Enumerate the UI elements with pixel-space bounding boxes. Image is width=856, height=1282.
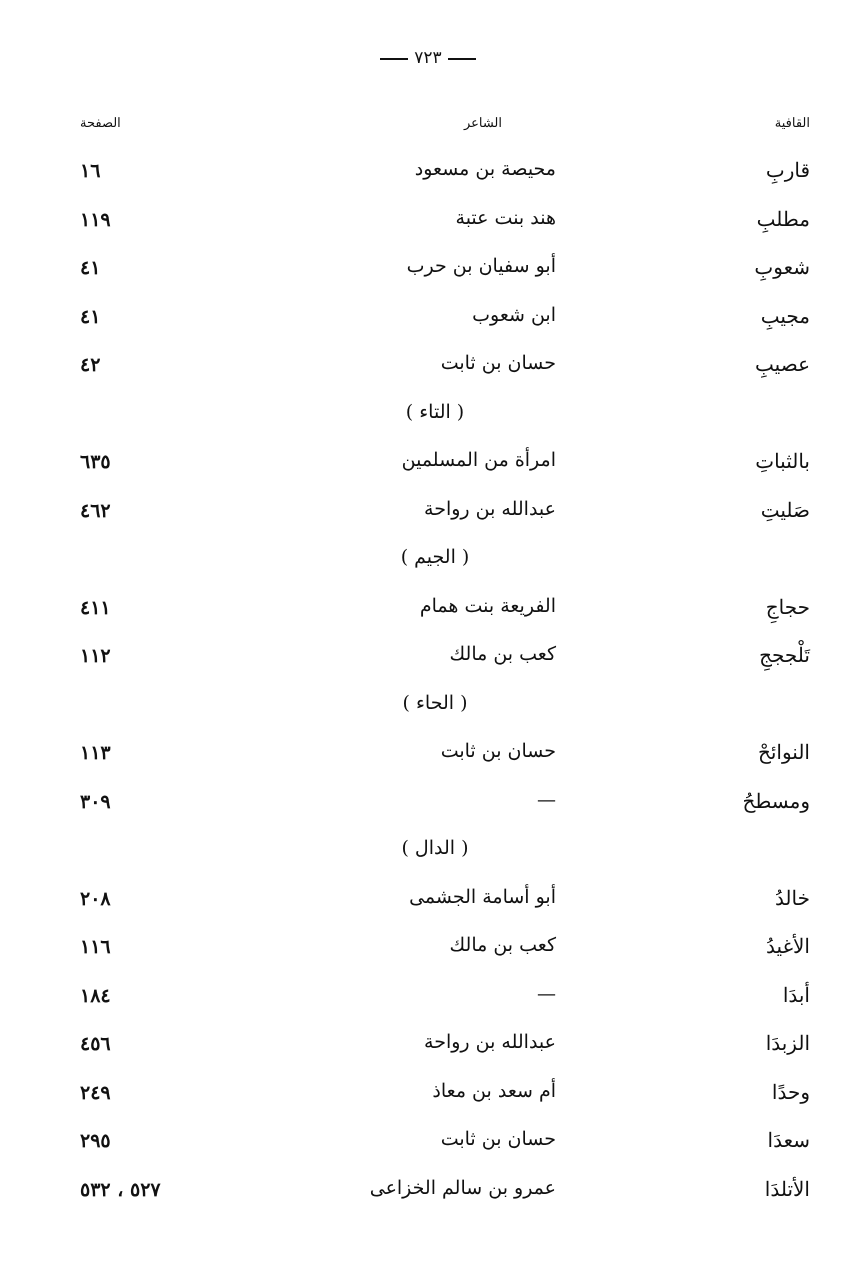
rhyme-cell: عصيبِ bbox=[755, 352, 810, 376]
rhyme-cell: النوائحْ bbox=[757, 740, 810, 764]
poet-cell: عمرو بن سالم الخزاعى bbox=[369, 1176, 556, 1199]
poet-cell: هند بنت عتبة bbox=[455, 206, 556, 229]
section-heading-row bbox=[0, 831, 856, 880]
rhyme-cell: سعدَا bbox=[767, 1128, 810, 1152]
rhyme-cell: حجاجِ bbox=[765, 594, 810, 619]
header-poet: الشاعر bbox=[463, 116, 502, 131]
page-cell: ٤٦٢ bbox=[80, 499, 111, 522]
rhyme-cell: الأغيدُ bbox=[766, 934, 810, 958]
page-cell: ٤١ bbox=[80, 305, 101, 328]
page-cell: ١٨٤ bbox=[80, 984, 111, 1007]
poet-cell: أبو سفيان بن حرب bbox=[406, 255, 556, 277]
rhyme-cell: صَليتِ bbox=[760, 497, 810, 522]
table-row bbox=[0, 298, 856, 347]
rhyme-cell: أبدَا bbox=[782, 982, 810, 1007]
page-cell: ١١٢ bbox=[80, 645, 111, 667]
rhyme-cell: الزبدَا bbox=[765, 1031, 810, 1055]
table-row bbox=[0, 977, 856, 1026]
table-row bbox=[0, 783, 856, 832]
index-table bbox=[0, 152, 856, 1219]
table-row bbox=[0, 1074, 856, 1123]
poet-cell: محيصة بن مسعود bbox=[414, 158, 556, 180]
page-cell: ٤١١ bbox=[80, 596, 111, 619]
poet-cell: حسان بن ثابت bbox=[440, 1128, 556, 1150]
table-row bbox=[0, 443, 856, 492]
table-row bbox=[0, 589, 856, 638]
poet-cell: أبو أسامة الجشمى bbox=[409, 885, 556, 908]
table-row bbox=[0, 201, 856, 250]
table-row bbox=[0, 734, 856, 783]
table-row bbox=[0, 880, 856, 929]
page-number-text: ٧٢٣ bbox=[414, 48, 442, 68]
page-cell: ١١٣ bbox=[80, 742, 111, 764]
rhyme-cell: مجيبِ bbox=[760, 303, 810, 328]
rhyme-cell: شعوبِ bbox=[754, 255, 810, 279]
poet-cell: أم سعد بن معاذ bbox=[432, 1079, 556, 1102]
table-row bbox=[0, 346, 856, 395]
poet-cell: عبدالله بن رواحة bbox=[424, 1031, 556, 1053]
section-heading: ( الحاء ) bbox=[402, 691, 468, 714]
column-headers bbox=[0, 116, 856, 140]
table-row bbox=[0, 249, 856, 298]
rhyme-cell: قاربِ bbox=[765, 158, 810, 182]
rhyme-cell: خالدُ bbox=[774, 885, 810, 910]
table-row bbox=[0, 1171, 856, 1220]
table-row bbox=[0, 152, 856, 201]
page-cell: ٥٢٧ ، ٥٣٢ bbox=[80, 1178, 161, 1201]
dash-right bbox=[448, 58, 476, 60]
page-cell: ٤١ bbox=[80, 257, 101, 279]
page-cell: ١١٦ bbox=[80, 936, 111, 958]
poet-cell: عبدالله بن رواحة bbox=[424, 497, 556, 520]
table-row bbox=[0, 1025, 856, 1074]
header-page: الصفحة bbox=[80, 116, 121, 131]
header-rhyme: القافية bbox=[774, 116, 810, 131]
page-cell: ٤٥٦ bbox=[80, 1033, 111, 1055]
section-heading: ( الجيم ) bbox=[400, 546, 470, 568]
section-heading-row bbox=[0, 540, 856, 589]
poet-cell: حسان بن ثابت bbox=[440, 740, 556, 762]
page-cell: ٣٠٩ bbox=[80, 790, 111, 813]
poet-cell: كعب بن مالك bbox=[449, 643, 556, 665]
page-cell: ١٦ bbox=[80, 160, 101, 182]
poet-cell: — bbox=[537, 788, 556, 811]
section-heading-row bbox=[0, 686, 856, 735]
table-row bbox=[0, 1122, 856, 1171]
page-cell: ٦٣٥ bbox=[80, 451, 111, 473]
page-cell: ٢٠٨ bbox=[80, 887, 111, 910]
poet-cell: حسان بن ثابت bbox=[440, 352, 556, 374]
page-cell: ٤٢ bbox=[80, 354, 101, 376]
page-cell: ٢٩٥ bbox=[80, 1130, 111, 1152]
section-heading: ( التاء ) bbox=[405, 400, 465, 423]
section-heading: ( الدال ) bbox=[401, 837, 469, 859]
rhyme-cell: الأتلدَا bbox=[764, 1176, 810, 1201]
poet-cell: كعب بن مالك bbox=[449, 934, 556, 956]
rhyme-cell: وحدًا bbox=[771, 1079, 810, 1104]
poet-cell: ابن شعوب bbox=[472, 303, 556, 326]
page-cell: ٢٤٩ bbox=[80, 1081, 111, 1104]
table-row bbox=[0, 492, 856, 541]
section-heading-row bbox=[0, 395, 856, 444]
poet-cell: الفريعة بنت همام bbox=[419, 594, 556, 617]
table-row bbox=[0, 928, 856, 977]
poet-cell: امرأة من المسلمين bbox=[401, 449, 556, 471]
page-number bbox=[0, 48, 856, 68]
rhyme-cell: مطلبِ bbox=[756, 206, 810, 231]
dash-left bbox=[380, 58, 408, 60]
page-cell: ١١٩ bbox=[80, 208, 111, 231]
rhyme-cell: ومسطحُ bbox=[742, 788, 810, 813]
rhyme-cell: بالثباتِ bbox=[755, 449, 810, 473]
table-row bbox=[0, 637, 856, 686]
poet-cell: — bbox=[537, 982, 556, 1005]
rhyme-cell: تَلْجججِ bbox=[759, 643, 810, 667]
